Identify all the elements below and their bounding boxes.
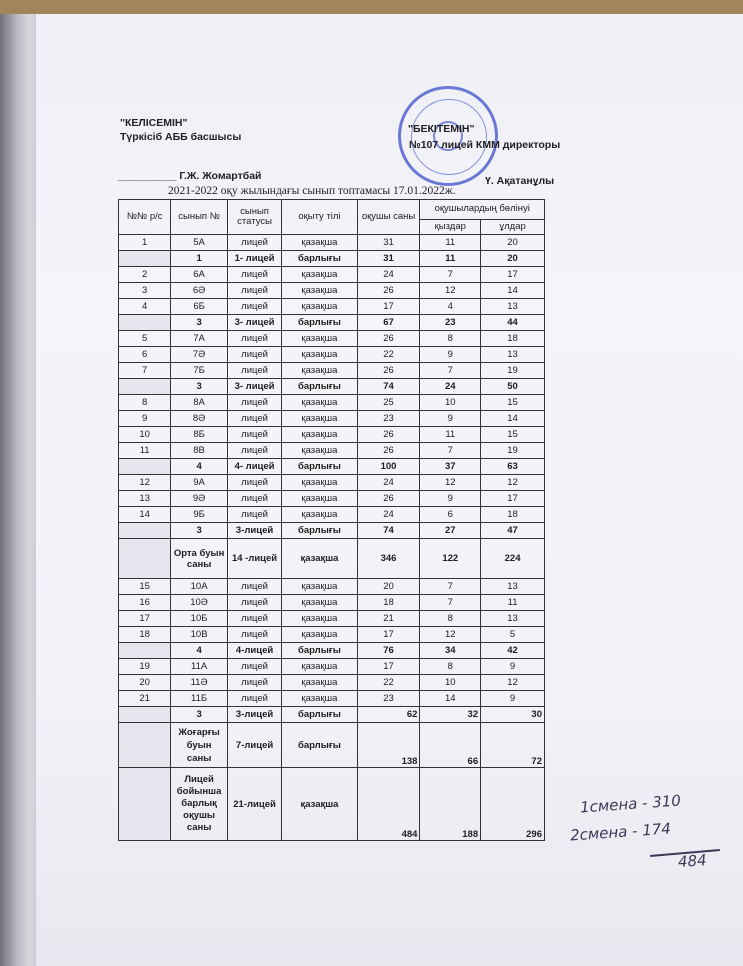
table-cell: лицей bbox=[227, 659, 281, 675]
table-cell: лицей bbox=[227, 475, 281, 491]
table-cell: 100 bbox=[357, 459, 420, 475]
table-cell: 11 bbox=[420, 251, 481, 267]
table-cell: қазақша bbox=[282, 507, 357, 523]
table-cell: 24 bbox=[357, 507, 420, 523]
table-row bbox=[119, 235, 545, 251]
table-cell: 14 bbox=[481, 411, 545, 427]
table-cell: 72 bbox=[481, 723, 545, 768]
table-cell: 12 bbox=[420, 283, 481, 299]
table-cell: 26 bbox=[357, 427, 420, 443]
table-cell: 11Ә bbox=[171, 675, 228, 691]
table-cell bbox=[119, 643, 171, 659]
table-cell: 50 bbox=[481, 379, 545, 395]
table-cell: 76 bbox=[357, 643, 420, 659]
table-cell: барлығы bbox=[282, 459, 357, 475]
table-cell: 26 bbox=[357, 331, 420, 347]
table-cell: 14 bbox=[481, 283, 545, 299]
table-cell: 3 bbox=[171, 523, 228, 539]
table-row-subtotal bbox=[119, 523, 545, 539]
table-cell: 47 bbox=[481, 523, 545, 539]
table-cell: қазақша bbox=[282, 675, 357, 691]
table-cell: 14 bbox=[119, 507, 171, 523]
table-cell: қазақша bbox=[282, 691, 357, 707]
table-cell: лицей bbox=[227, 395, 281, 411]
table-cell: 8 bbox=[420, 331, 481, 347]
table-row-middle-summary bbox=[119, 539, 545, 579]
approve-signature: Ү. Ақатанұлы bbox=[485, 175, 555, 187]
table-cell: 12 bbox=[420, 627, 481, 643]
table-cell: қазақша bbox=[282, 768, 357, 841]
table-row bbox=[119, 283, 545, 299]
approve-title: "БЕКІТЕМІН" bbox=[408, 123, 475, 135]
table-cell: 5А bbox=[171, 235, 228, 251]
col-header-girls: қыздар bbox=[420, 219, 481, 234]
col-header-number: №№ р/с bbox=[119, 200, 171, 235]
table-cell: 37 bbox=[420, 459, 481, 475]
table-cell: 42 bbox=[481, 643, 545, 659]
table-cell: барлығы bbox=[282, 379, 357, 395]
table-cell: 7 bbox=[420, 579, 481, 595]
table-cell: 12 bbox=[420, 475, 481, 491]
table-cell: 4- лицей bbox=[227, 459, 281, 475]
table-cell: 3 bbox=[171, 379, 228, 395]
table-cell: 3-лицей bbox=[227, 523, 281, 539]
table-cell: 17 bbox=[357, 299, 420, 315]
table-cell: 18 bbox=[481, 331, 545, 347]
table-cell: лицей bbox=[227, 579, 281, 595]
table-cell bbox=[119, 539, 171, 579]
table-cell: 24 bbox=[357, 267, 420, 283]
table-cell: 15 bbox=[481, 395, 545, 411]
table-cell: 11А bbox=[171, 659, 228, 675]
table-cell: 14 -лицей bbox=[227, 539, 281, 579]
table-cell bbox=[119, 251, 171, 267]
table-cell: 18 bbox=[119, 627, 171, 643]
table-cell: қазақша bbox=[282, 579, 357, 595]
table-cell: 31 bbox=[357, 251, 420, 267]
table-cell: 9 bbox=[420, 491, 481, 507]
table-cell: 3 bbox=[171, 315, 228, 331]
table-cell: лицей bbox=[227, 347, 281, 363]
table-cell: барлығы bbox=[282, 523, 357, 539]
table-cell: 138 bbox=[357, 723, 420, 768]
table-cell: 224 bbox=[481, 539, 545, 579]
table-cell: лицей bbox=[227, 443, 281, 459]
table-cell bbox=[119, 523, 171, 539]
table-cell: 21 bbox=[119, 691, 171, 707]
table-cell: лицей bbox=[227, 507, 281, 523]
table-cell: 22 bbox=[357, 675, 420, 691]
handwritten-shift2: 2смена - 174 bbox=[569, 819, 672, 845]
table-cell: 6Б bbox=[171, 299, 228, 315]
table-row bbox=[119, 691, 545, 707]
table-row bbox=[119, 427, 545, 443]
table-row bbox=[119, 331, 545, 347]
table-cell: 5 bbox=[119, 331, 171, 347]
table-cell: 13 bbox=[481, 299, 545, 315]
table-cell: қазақша bbox=[282, 491, 357, 507]
table-cell: 26 bbox=[357, 491, 420, 507]
table-cell: 10 bbox=[420, 395, 481, 411]
table-cell: 1- лицей bbox=[227, 251, 281, 267]
table-row bbox=[119, 411, 545, 427]
table-cell: 21 bbox=[357, 611, 420, 627]
table-cell: қазақша bbox=[282, 659, 357, 675]
table-cell: 11 bbox=[420, 427, 481, 443]
table-cell: 7 bbox=[420, 363, 481, 379]
table-row bbox=[119, 347, 545, 363]
table-cell: 15 bbox=[481, 427, 545, 443]
table-cell: қазақша bbox=[282, 331, 357, 347]
table-cell: 7А bbox=[171, 331, 228, 347]
table-cell: 4-лицей bbox=[227, 643, 281, 659]
table-cell: 7 bbox=[119, 363, 171, 379]
table-cell: 9А bbox=[171, 475, 228, 491]
table-cell: 18 bbox=[357, 595, 420, 611]
table-cell: 122 bbox=[420, 539, 481, 579]
table-cell: 1 bbox=[119, 235, 171, 251]
table-cell: барлығы bbox=[282, 251, 357, 267]
table-cell: 3- лицей bbox=[227, 315, 281, 331]
agree-org: Түркісіб АББ басшысы bbox=[120, 131, 242, 143]
table-cell: 25 bbox=[357, 395, 420, 411]
table-row bbox=[119, 675, 545, 691]
table-cell: лицей bbox=[227, 491, 281, 507]
col-header-status: сынып статусы bbox=[227, 200, 281, 235]
table-cell: 3-лицей bbox=[227, 707, 281, 723]
table-cell: 11Б bbox=[171, 691, 228, 707]
table-cell: 19 bbox=[119, 659, 171, 675]
table-cell: 66 bbox=[420, 723, 481, 768]
table-cell bbox=[119, 379, 171, 395]
table-cell: 17 bbox=[119, 611, 171, 627]
table-cell: лицей bbox=[227, 299, 281, 315]
table-cell: 12 bbox=[481, 675, 545, 691]
table-cell: 62 bbox=[357, 707, 420, 723]
table-row bbox=[119, 595, 545, 611]
table-cell: барлығы bbox=[282, 723, 357, 768]
table-cell: 7-лицей bbox=[227, 723, 281, 768]
table-cell: 74 bbox=[357, 379, 420, 395]
table-row bbox=[119, 443, 545, 459]
table-cell: 6А bbox=[171, 267, 228, 283]
table-cell: лицей bbox=[227, 427, 281, 443]
table-cell: 10А bbox=[171, 579, 228, 595]
table-cell: 11 bbox=[119, 443, 171, 459]
table-cell: 484 bbox=[357, 768, 420, 841]
table-row bbox=[119, 627, 545, 643]
table-cell: 3 bbox=[119, 283, 171, 299]
table-cell: 188 bbox=[420, 768, 481, 841]
col-header-boys: ұлдар bbox=[481, 219, 545, 234]
table-cell: 20 bbox=[357, 579, 420, 595]
table-cell: қазақша bbox=[282, 427, 357, 443]
table-row bbox=[119, 475, 545, 491]
table-cell: 9Ә bbox=[171, 491, 228, 507]
table-cell: 22 bbox=[357, 347, 420, 363]
table-cell: Лицей бойынша барлық оқушы саны bbox=[171, 768, 228, 841]
table-cell: 13 bbox=[481, 347, 545, 363]
table-cell: 346 bbox=[357, 539, 420, 579]
table-cell: 4 bbox=[171, 459, 228, 475]
table-row bbox=[119, 395, 545, 411]
table-cell: 24 bbox=[420, 379, 481, 395]
col-header-students: оқушы саны bbox=[357, 200, 420, 235]
approve-org: №107 лицей КММ директоры bbox=[409, 139, 561, 151]
table-cell: лицей bbox=[227, 675, 281, 691]
table-cell: барлығы bbox=[282, 315, 357, 331]
table-cell: 8 bbox=[420, 611, 481, 627]
table-cell: лицей bbox=[227, 363, 281, 379]
handwritten-shift1: 1смена - 310 bbox=[579, 791, 682, 817]
document-title: 2021-2022 оқу жылындағы сынып топтамасы 17.01.2022ж. bbox=[168, 185, 456, 197]
table-row-upper-summary bbox=[119, 723, 545, 768]
table-cell: қазақша bbox=[282, 347, 357, 363]
table-cell: 21-лицей bbox=[227, 768, 281, 841]
table-cell: 7Б bbox=[171, 363, 228, 379]
table-cell: қазақша bbox=[282, 611, 357, 627]
table-cell: 34 bbox=[420, 643, 481, 659]
table-cell: 11 bbox=[481, 595, 545, 611]
table-cell: 15 bbox=[119, 579, 171, 595]
table-cell: 3- лицей bbox=[227, 379, 281, 395]
table-cell: лицей bbox=[227, 267, 281, 283]
table-cell bbox=[119, 707, 171, 723]
table-cell: 9Б bbox=[171, 507, 228, 523]
table-cell: 11 bbox=[420, 235, 481, 251]
table-cell: лицей bbox=[227, 235, 281, 251]
table-cell bbox=[119, 723, 171, 768]
table-cell: қазақша bbox=[282, 283, 357, 299]
table-cell: 13 bbox=[481, 611, 545, 627]
table-cell: 4 bbox=[119, 299, 171, 315]
table-row-subtotal bbox=[119, 251, 545, 267]
table-cell: 30 bbox=[481, 707, 545, 723]
table-cell: 74 bbox=[357, 523, 420, 539]
table-cell: 8В bbox=[171, 443, 228, 459]
table-cell: 14 bbox=[420, 691, 481, 707]
table-cell: 12 bbox=[119, 475, 171, 491]
table-cell: лицей bbox=[227, 627, 281, 643]
table-cell: 18 bbox=[481, 507, 545, 523]
table-cell: қазақша bbox=[282, 299, 357, 315]
table-cell: 67 bbox=[357, 315, 420, 331]
table-cell: қазақша bbox=[282, 595, 357, 611]
table-cell: 9 bbox=[481, 691, 545, 707]
class-distribution-table bbox=[118, 199, 545, 841]
table-cell bbox=[119, 315, 171, 331]
table-cell: лицей bbox=[227, 611, 281, 627]
agree-signature-line: __________ Г.Ж. Жомартбай bbox=[118, 170, 262, 182]
table-cell: 12 bbox=[481, 475, 545, 491]
table-cell: қазақша bbox=[282, 267, 357, 283]
table-cell: 8 bbox=[420, 659, 481, 675]
table-row bbox=[119, 579, 545, 595]
table-row bbox=[119, 267, 545, 283]
table-cell: 23 bbox=[357, 411, 420, 427]
table-cell: 4 bbox=[420, 299, 481, 315]
table-cell bbox=[119, 459, 171, 475]
official-seal-stamp bbox=[398, 86, 498, 186]
table-cell: 8Б bbox=[171, 427, 228, 443]
table-cell: 3 bbox=[171, 707, 228, 723]
table-cell: 1 bbox=[171, 251, 228, 267]
table-cell: 23 bbox=[357, 691, 420, 707]
table-cell: 13 bbox=[481, 579, 545, 595]
table-cell: 6 bbox=[420, 507, 481, 523]
table-cell: қазақша bbox=[282, 235, 357, 251]
table-cell: 9 bbox=[420, 411, 481, 427]
table-cell: қазақша bbox=[282, 475, 357, 491]
table-cell: 17 bbox=[481, 267, 545, 283]
table-cell bbox=[119, 768, 171, 841]
table-cell: 7 bbox=[420, 443, 481, 459]
table-cell: 8Ә bbox=[171, 411, 228, 427]
table-cell: 32 bbox=[420, 707, 481, 723]
table-cell: 19 bbox=[481, 363, 545, 379]
table-cell: 16 bbox=[119, 595, 171, 611]
table-cell: 17 bbox=[357, 627, 420, 643]
col-header-class: сынып № bbox=[171, 200, 228, 235]
table-cell: қазақша bbox=[282, 443, 357, 459]
table-row bbox=[119, 659, 545, 675]
table-cell: Жоғарғы буын саны bbox=[171, 723, 228, 768]
table-cell: 19 bbox=[481, 443, 545, 459]
table-row bbox=[119, 611, 545, 627]
table-cell: 6 bbox=[119, 347, 171, 363]
table-cell: 17 bbox=[481, 491, 545, 507]
table-cell: 9 bbox=[119, 411, 171, 427]
table-cell: лицей bbox=[227, 595, 281, 611]
table-cell: 10 bbox=[119, 427, 171, 443]
table-cell: 10Б bbox=[171, 611, 228, 627]
table-cell: 10В bbox=[171, 627, 228, 643]
table-row-subtotal bbox=[119, 707, 545, 723]
col-header-language: оқыту тілі bbox=[282, 200, 357, 235]
table-cell: 20 bbox=[481, 251, 545, 267]
table-cell: 8 bbox=[119, 395, 171, 411]
table-cell: 10Ә bbox=[171, 595, 228, 611]
table-cell: 20 bbox=[119, 675, 171, 691]
table-cell: 27 bbox=[420, 523, 481, 539]
table-cell: 63 bbox=[481, 459, 545, 475]
table-cell: 26 bbox=[357, 283, 420, 299]
table-row-subtotal bbox=[119, 315, 545, 331]
table-row bbox=[119, 299, 545, 315]
table-row-subtotal bbox=[119, 379, 545, 395]
table-cell: 26 bbox=[357, 363, 420, 379]
table-cell: лицей bbox=[227, 411, 281, 427]
table-cell: қазақша bbox=[282, 411, 357, 427]
table-row-subtotal bbox=[119, 459, 545, 475]
table-cell: 9 bbox=[481, 659, 545, 675]
table-row-grand-total bbox=[119, 768, 545, 841]
table-row bbox=[119, 507, 545, 523]
table-cell: 44 bbox=[481, 315, 545, 331]
table-cell: лицей bbox=[227, 331, 281, 347]
table-cell: 10 bbox=[420, 675, 481, 691]
table-cell: лицей bbox=[227, 283, 281, 299]
table-cell: барлығы bbox=[282, 643, 357, 659]
table-cell: 7 bbox=[420, 267, 481, 283]
handwritten-sum: 484 bbox=[677, 851, 708, 871]
table-cell: қазақша bbox=[282, 363, 357, 379]
table-cell: 13 bbox=[119, 491, 171, 507]
table-cell: лицей bbox=[227, 691, 281, 707]
table-cell: 23 bbox=[420, 315, 481, 331]
col-header-distribution: оқушылардың бөлінуі bbox=[420, 200, 545, 220]
table-cell: 4 bbox=[171, 643, 228, 659]
table-cell: қазақша bbox=[282, 539, 357, 579]
agree-title: "КЕЛІСЕМІН" bbox=[120, 117, 188, 129]
table-cell: 24 bbox=[357, 475, 420, 491]
table-row bbox=[119, 491, 545, 507]
table-cell: 6Ә bbox=[171, 283, 228, 299]
table-cell: 5 bbox=[481, 627, 545, 643]
table-cell: 26 bbox=[357, 443, 420, 459]
table-cell: 9 bbox=[420, 347, 481, 363]
table-cell: 296 bbox=[481, 768, 545, 841]
table-cell: 8А bbox=[171, 395, 228, 411]
table-cell: қазақша bbox=[282, 395, 357, 411]
table-cell: қазақша bbox=[282, 627, 357, 643]
table-cell: барлығы bbox=[282, 707, 357, 723]
table-cell: 2 bbox=[119, 267, 171, 283]
table-cell: 20 bbox=[481, 235, 545, 251]
table-cell: 31 bbox=[357, 235, 420, 251]
table-cell: 17 bbox=[357, 659, 420, 675]
table-row bbox=[119, 363, 545, 379]
table-row-subtotal bbox=[119, 643, 545, 659]
table-cell: Орта буын саны bbox=[171, 539, 228, 579]
table-cell: 7 bbox=[420, 595, 481, 611]
table-cell: 7Ә bbox=[171, 347, 228, 363]
